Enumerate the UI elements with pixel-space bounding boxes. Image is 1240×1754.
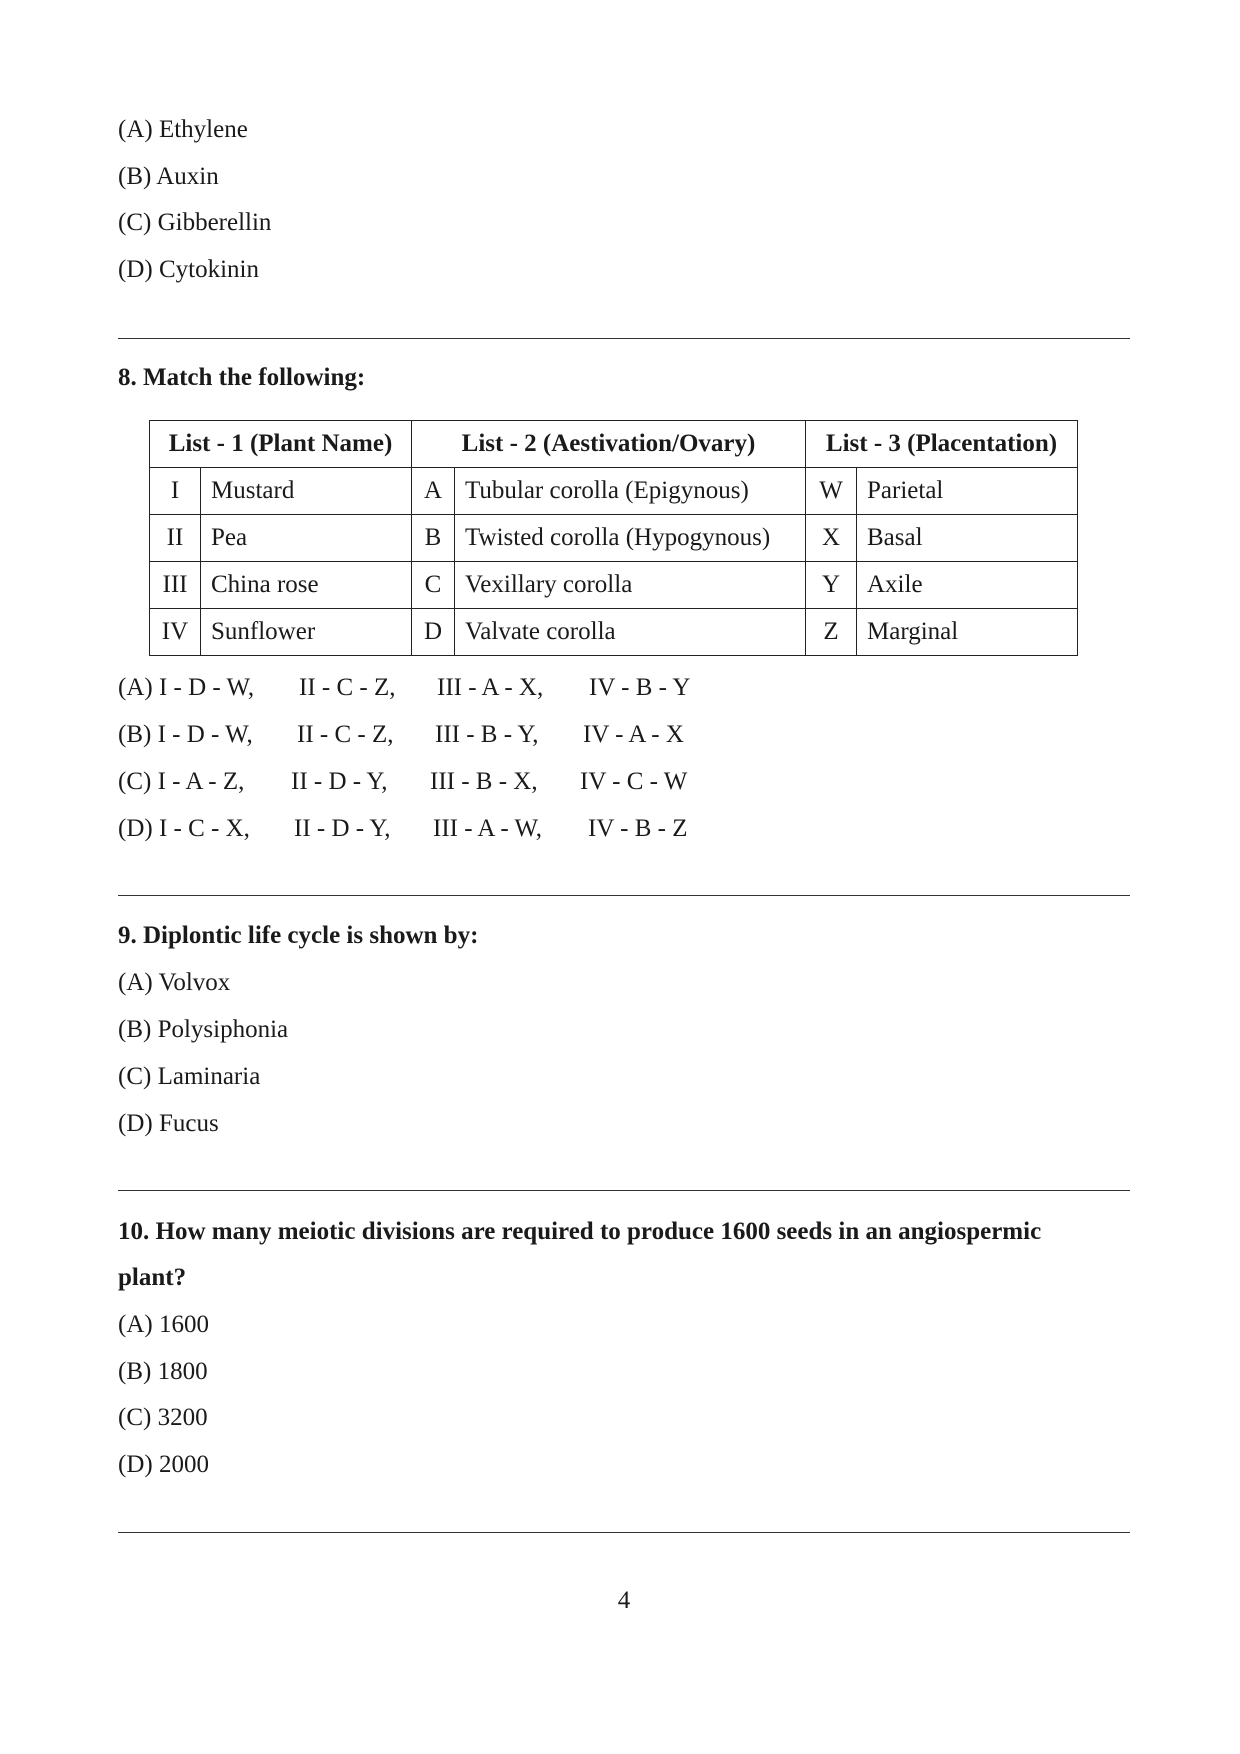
q8-option-d: [118, 814, 688, 844]
prev-option-a: (A) Ethylene: [118, 116, 248, 143]
list3-value: Axile: [857, 562, 1078, 609]
list3-key: Z: [806, 609, 857, 656]
list1-key: III: [150, 562, 201, 609]
page-number: 4: [617, 1587, 631, 1614]
q9-title: 9. Diplontic life cycle is shown by:: [118, 922, 479, 949]
match-part: III - A - X,: [437, 674, 544, 701]
match-part: IV - A - X: [583, 721, 684, 748]
list3-key: W: [806, 468, 857, 515]
prev-option-c: (C) Gibberellin: [118, 209, 272, 236]
q9-option-d: (D) Fucus: [118, 1110, 219, 1137]
list3-value: Basal: [857, 515, 1078, 562]
q10-title-line-2: plant?: [118, 1264, 187, 1291]
match-part: IV - B - Y: [589, 674, 691, 701]
list2-key: A: [412, 468, 455, 515]
q10-option-b: (B) 1800: [118, 1358, 208, 1385]
q10-option-d: (D) 2000: [118, 1451, 209, 1478]
list1-value: Sunflower: [201, 609, 412, 656]
match-part: III - B - X,: [430, 768, 538, 795]
list1-key: I: [150, 468, 201, 515]
match-part: II - D - Y,: [294, 815, 391, 842]
list2-value: Twisted corolla (Hypogynous): [455, 515, 806, 562]
list1-value: Pea: [201, 515, 412, 562]
q8-option-b: [118, 720, 684, 750]
list3-key: X: [806, 515, 857, 562]
list2-value: Valvate corolla: [455, 609, 806, 656]
match-part: (D) I - C - X,: [118, 815, 250, 842]
list3-value: Parietal: [857, 468, 1078, 515]
match-part: II - C - Z,: [299, 674, 396, 701]
q9-option-c: (C) Laminaria: [118, 1063, 261, 1090]
match-part: II - C - Z,: [297, 721, 394, 748]
list1-key: II: [150, 515, 201, 562]
match-part: IV - B - Z: [588, 815, 688, 842]
q8-title: 8. Match the following:: [118, 364, 366, 391]
q8-option-a: [118, 673, 690, 703]
prev-option-b: (B) Auxin: [118, 163, 219, 190]
divider: [118, 895, 1130, 896]
match-part: (C) I - A - Z,: [118, 768, 245, 795]
match-table: [149, 420, 1078, 656]
q9-option-b: (B) Polysiphonia: [118, 1016, 289, 1043]
table-row: [150, 468, 1078, 515]
table-row: [150, 515, 1078, 562]
list1-key: IV: [150, 609, 201, 656]
divider: [118, 1190, 1130, 1191]
header-list-1: List - 1 (Plant Name): [150, 421, 412, 468]
q10-title-line-1: 10. How many meiotic divisions are required to produce 1600 seeds in an angiospermic: [118, 1218, 1042, 1245]
list3-value: Marginal: [857, 609, 1078, 656]
match-part: IV - C - W: [580, 768, 688, 795]
match-part: II - D - Y,: [291, 768, 388, 795]
match-part: (A) I - D - W,: [118, 674, 255, 701]
list2-value: Tubular corolla (Epigynous): [455, 468, 806, 515]
list1-value: China rose: [201, 562, 412, 609]
match-part: (B) I - D - W,: [118, 721, 253, 748]
divider: [118, 1532, 1130, 1533]
table-header-row: [150, 421, 1078, 468]
q9-option-a: (A) Volvox: [118, 969, 231, 996]
divider: [118, 338, 1130, 339]
match-part: III - A - W,: [433, 815, 543, 842]
q10-option-a: (A) 1600: [118, 1311, 209, 1338]
list2-value: Vexillary corolla: [455, 562, 806, 609]
table-row: [150, 609, 1078, 656]
prev-option-d: (D) Cytokinin: [118, 256, 259, 283]
header-list-2: List - 2 (Aestivation/Ovary): [412, 421, 806, 468]
list2-key: D: [412, 609, 455, 656]
table-row: [150, 562, 1078, 609]
list2-key: B: [412, 515, 455, 562]
q10-option-c: (C) 3200: [118, 1404, 208, 1431]
list1-value: Mustard: [201, 468, 412, 515]
match-part: III - B - Y,: [435, 721, 539, 748]
list2-key: C: [412, 562, 455, 609]
list3-key: Y: [806, 562, 857, 609]
header-list-3: List - 3 (Placentation): [806, 421, 1078, 468]
q8-option-c: [118, 767, 687, 797]
